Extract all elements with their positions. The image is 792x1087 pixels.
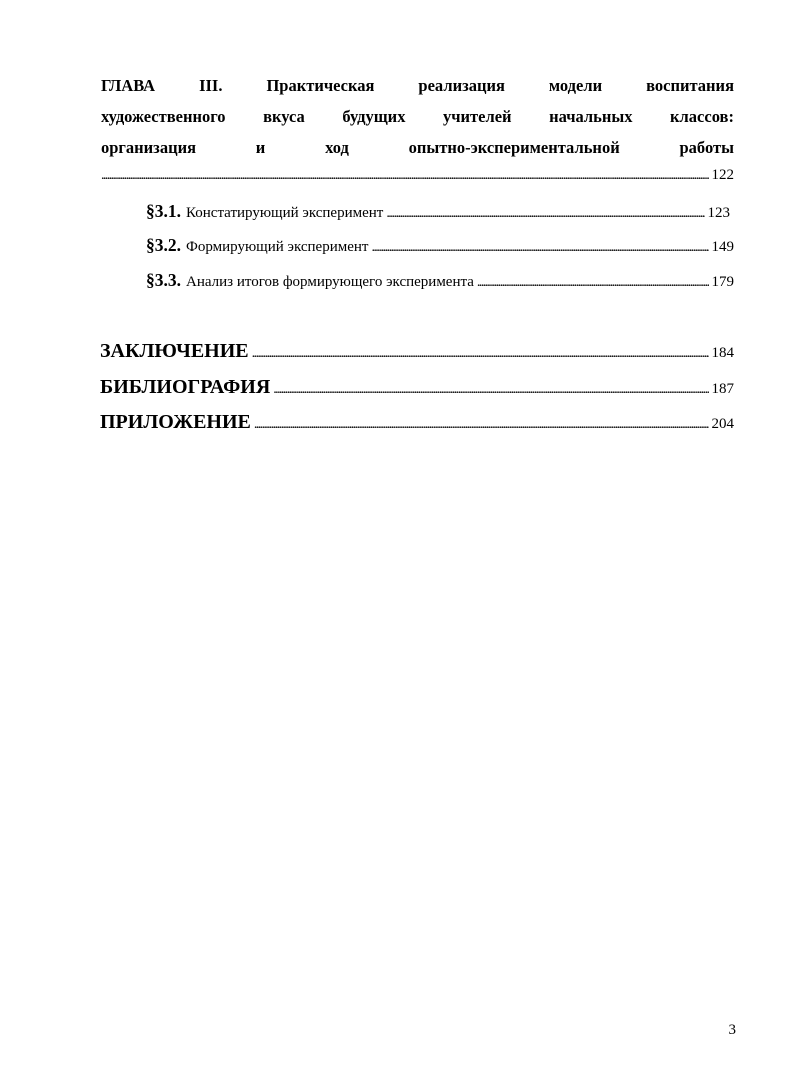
- toc-entry-section-3-3: [146, 265, 734, 295]
- chapter-word: и: [255, 138, 266, 157]
- section-title: Формирующий эксперимент: [186, 239, 369, 255]
- entry-title: БИБЛИОГРАФИЯ: [100, 376, 271, 398]
- chapter-word: Практическая: [266, 76, 375, 95]
- chapter-word: работы: [679, 138, 734, 157]
- section-page-number: 123: [707, 205, 730, 221]
- page-number: 3: [728, 1022, 736, 1038]
- chapter-word: III.: [199, 76, 223, 95]
- dot-leader: [477, 268, 709, 298]
- chapter-word: модели: [548, 76, 603, 95]
- section-title: Анализ итогов формирующего эксперимента: [186, 274, 474, 290]
- chapter-3-leader-line: [101, 162, 734, 188]
- chapter-word: ход: [325, 138, 349, 157]
- entry-page-number: 204: [711, 416, 734, 432]
- chapter-word: ГЛАВА: [101, 76, 156, 95]
- dot-leader: [252, 337, 709, 371]
- dot-leader: [273, 373, 708, 407]
- entry-page-number: 184: [711, 345, 734, 361]
- toc-entry-section-3-1: [146, 196, 734, 226]
- section-number: §3.3.: [146, 270, 181, 290]
- dot-leader: [386, 199, 704, 229]
- chapter-word: учителей: [442, 107, 512, 126]
- section-title: Констатирующий эксперимент: [186, 205, 384, 221]
- section-page-number: 179: [711, 274, 734, 290]
- chapter-heading-line-3: [101, 132, 734, 163]
- toc-entry-section-3-2: [146, 230, 734, 260]
- section-number: §3.1.: [146, 201, 181, 221]
- chapter-3-page-number: 122: [711, 167, 734, 183]
- chapter-word: воспитания: [646, 76, 734, 95]
- dot-leader: [101, 163, 709, 189]
- chapter-word: начальных: [549, 107, 633, 126]
- section-page-number: 149: [711, 239, 734, 255]
- entry-title: ЗАКЛЮЧЕНИЕ: [100, 340, 249, 362]
- chapter-word: будущих: [342, 107, 406, 126]
- chapter-3-heading: [101, 70, 734, 163]
- chapter-word: классов:: [670, 107, 734, 126]
- chapter-word: организация: [101, 138, 197, 157]
- entry-page-number: 187: [711, 381, 734, 397]
- dot-leader: [371, 233, 708, 263]
- chapter-heading-line-1: [101, 70, 734, 101]
- chapter-word: опытно-экспериментальной: [408, 138, 620, 157]
- toc-entry-appendix: [100, 405, 734, 439]
- chapter-word: художественного: [101, 107, 226, 126]
- entry-title: ПРИЛОЖЕНИЕ: [100, 411, 251, 433]
- toc-entry-conclusion: [100, 334, 734, 368]
- section-number: §3.2.: [146, 235, 181, 255]
- chapter-heading-line-2: [101, 101, 734, 132]
- dot-leader: [254, 408, 709, 442]
- chapter-word: вкуса: [263, 107, 305, 126]
- toc-entry-bibliography: [100, 370, 734, 404]
- chapter-word: реализация: [418, 76, 505, 95]
